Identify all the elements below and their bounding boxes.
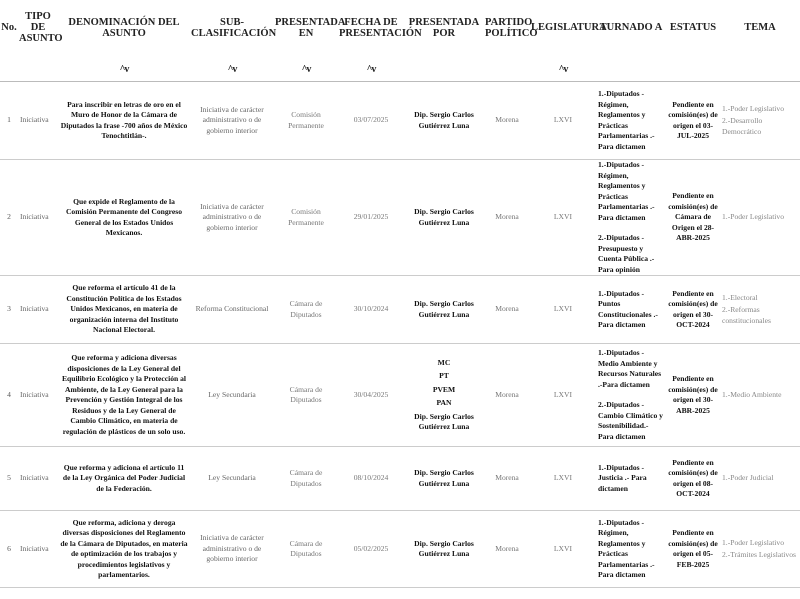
cell-tema	[720, 511, 800, 588]
cell-subclasificacion: Ley Secundaria	[190, 447, 274, 511]
cell-partido: Morena	[484, 82, 530, 160]
cell-turnado-entry: 1.-Diputados - Medio Ambiente y Recursos Naturales .-Para dictamen	[598, 348, 662, 389]
cell-turnado	[596, 276, 666, 344]
cell-fecha: 05/02/2025	[338, 511, 404, 588]
cell-tema-entry: 1.-Poder Legislativo	[722, 537, 785, 547]
cell-tipo: Iniciativa	[18, 511, 58, 588]
cell-turnado	[596, 511, 666, 588]
cell-tema-entry: 1.-Poder Judicial	[722, 473, 774, 483]
col-header-subclasificacion: SUB-CLASIFICACIÓN	[191, 16, 277, 39]
col-header-fecha: FECHA DE PRESENTACIÓN	[339, 16, 422, 39]
cell-tipo: Iniciativa	[18, 447, 58, 511]
cell-partido: Morena	[484, 511, 530, 588]
cell-turnado	[596, 344, 666, 447]
cell-subclasificacion: Iniciativa de carácter administrativo o de gobierno interior	[190, 82, 274, 160]
table-row	[0, 447, 800, 511]
cell-presentada-en: Cámara de Diputados	[274, 344, 338, 447]
cell-legislatura: LXVI	[530, 344, 596, 447]
cell-presentada-por	[404, 82, 484, 160]
cell-presentada-por-entry: PAN	[436, 398, 452, 407]
cell-fecha: 08/10/2024	[338, 447, 404, 511]
cell-turnado-entry: 1.-Diputados - Justicia .- Para dictamen	[598, 462, 647, 493]
sort-presentada-en-icon[interactable]: ^v	[301, 64, 311, 75]
cell-no: 5	[0, 447, 18, 511]
cell-subclasificacion: Reforma Constitucional	[190, 276, 274, 344]
cell-partido: Morena	[484, 447, 530, 511]
cell-denominacion: Que reforma y adiciona el artículo 11 de la Ley Orgánica del Poder Judicial de la Federación.	[58, 447, 190, 511]
cell-subclasificacion: Ley Secundaria	[190, 344, 274, 447]
cell-presentada-por	[404, 344, 484, 447]
col-header-legislatura: LEGISLATURA	[531, 22, 607, 33]
cell-turnado-entry: 1.-Diputados - Régimen, Reglamentos y Prácticas Parlamentarias .- Para dictamen	[598, 89, 655, 151]
cell-tipo: Iniciativa	[18, 344, 58, 447]
cell-denominacion: Que reforma, adiciona y deroga diversas disposiciones del Reglamento de la Cámara de Diputados, en materia de optimización de los trabajos y procedimientos legislativos y parlamentarios.	[58, 511, 190, 588]
col-header-estatus: ESTATUS	[669, 22, 717, 33]
col-header-partido: PARTIDO POLÍTICO	[485, 16, 538, 39]
col-header-tema: TEMA	[744, 22, 776, 33]
cell-tema-entry: 2.-Desarrollo Democrático	[722, 116, 763, 136]
sort-controls-row	[0, 55, 800, 82]
cell-tema	[720, 160, 800, 276]
cell-presentada-por-entry: Dip. Sergio Carlos Gutiérrez Luna	[414, 299, 474, 319]
cell-presentada-por	[404, 447, 484, 511]
cell-denominacion: Que reforma y adiciona diversas disposiciones de la Ley General del Equilibrio Ecológico y la Protección al Ambiente, de la Ley General para la Prevención y Gestión Integral de los Residuos y de la Ley General de Cambio Climático, en materia de regulación de plásticos de un solo uso.	[58, 344, 190, 447]
col-header-presentada-por: PRESENTADA POR	[408, 16, 480, 39]
cell-tema-entry: 1.-Electoral	[722, 292, 758, 302]
table-row	[0, 276, 800, 344]
cell-estatus: Pendiente en comisión(es) de origen el 05-FEB-2025	[666, 511, 720, 588]
cell-turnado-entry: 1.-Diputados - Puntos Constitucionales .- Para dictamen	[598, 288, 658, 329]
table-row	[0, 344, 800, 447]
cell-fecha: 03/07/2025	[338, 82, 404, 160]
cell-turnado	[596, 82, 666, 160]
cell-presentada-en: Cámara de Diputados	[274, 511, 338, 588]
cell-fecha: 30/10/2024	[338, 276, 404, 344]
cell-tema-entry: 1.-Poder Legislativo	[722, 212, 785, 222]
cell-tema	[720, 82, 800, 160]
cell-turnado	[596, 160, 666, 276]
cell-subclasificacion: Iniciativa de carácter administrativo o de gobierno interior	[190, 160, 274, 276]
cell-presentada-en: Comisión Permanente	[274, 160, 338, 276]
cell-turnado-entry: 2.-Diputados - Cambio Climático y Sostenibilidad.- Para dictamen	[598, 400, 663, 441]
cell-no: 1	[0, 82, 18, 160]
table-row	[0, 82, 800, 160]
sort-subclasificacion-icon[interactable]: ^v	[227, 64, 237, 75]
col-header-tipo: TIPO DE ASUNTO	[19, 11, 63, 44]
cell-presentada-por-entry: Dip. Sergio Carlos Gutiérrez Luna	[414, 468, 474, 488]
cell-fecha: 29/01/2025	[338, 160, 404, 276]
cell-presentada-en: Cámara de Diputados	[274, 276, 338, 344]
cell-subclasificacion: Iniciativa de carácter administrativo o de gobierno interior	[190, 511, 274, 588]
cell-fecha: 30/04/2025	[338, 344, 404, 447]
cell-presentada-por-entry: PT	[439, 371, 449, 380]
cell-denominacion: Para inscribir en letras de oro en el Muro de Honor de la Cámara de Diputados la frase -700 años de México Tenochtitlán-.	[58, 82, 190, 160]
header-row	[0, 0, 800, 55]
cell-presentada-por-entry: Dip. Sergio Carlos Gutiérrez Luna	[414, 538, 474, 558]
cell-tipo: Iniciativa	[18, 276, 58, 344]
cell-presentada-en: Comisión Permanente	[274, 82, 338, 160]
cell-estatus: Pendiente en comisión(es) de origen el 30-OCT-2024	[666, 276, 720, 344]
cell-partido: Morena	[484, 344, 530, 447]
cell-partido: Morena	[484, 160, 530, 276]
cell-presentada-por-entry: Dip. Sergio Carlos Gutiérrez Luna	[414, 411, 474, 431]
col-header-turnado: TURNADO A	[599, 22, 663, 33]
cell-legislatura: LXVI	[530, 160, 596, 276]
col-header-no: No.	[1, 22, 17, 33]
cell-tema	[720, 447, 800, 511]
cell-tipo: Iniciativa	[18, 82, 58, 160]
cell-presentada-en: Cámara de Diputados	[274, 447, 338, 511]
cell-estatus: Pendiente en comisión(es) de Cámara de Origen el 28-ABR-2025	[666, 160, 720, 276]
col-header-denominacion: DENOMINACIÓN DEL ASUNTO	[68, 16, 180, 39]
cell-tema	[720, 276, 800, 344]
cell-no: 4	[0, 344, 18, 447]
cell-presentada-por	[404, 160, 484, 276]
sort-denominacion-icon[interactable]: ^v	[119, 64, 129, 75]
cell-presentada-por-entry: MC	[437, 357, 451, 367]
cell-turnado-entry: 1.-Diputados - Régimen, Reglamentos y Prácticas Parlamentarias .- Para dictamen	[598, 517, 655, 579]
cell-estatus: Pendiente en comisión(es) de origen el 08-OCT-2024	[666, 447, 720, 511]
cell-legislatura: LXVI	[530, 82, 596, 160]
cell-turnado	[596, 447, 666, 511]
sort-legislatura-icon[interactable]: ^v	[558, 64, 568, 75]
cell-no: 2	[0, 160, 18, 276]
cell-partido: Morena	[484, 276, 530, 344]
sort-fecha-icon[interactable]: ^v	[366, 64, 376, 75]
cell-presentada-por-entry: Dip. Sergio Carlos Gutiérrez Luna	[414, 110, 474, 130]
cell-denominacion: Que reforma el artículo 41 de la Constitución Política de los Estados Unidos Mexicanos, en materia de organización interna del Instituto Nacional Electoral.	[58, 276, 190, 344]
cell-tema-entry: 2.-Reformas constitucionales	[722, 305, 771, 325]
cell-tipo: Iniciativa	[18, 160, 58, 276]
cell-presentada-por-entry: Dip. Sergio Carlos Gutiérrez Luna	[414, 207, 474, 227]
cell-estatus: Pendiente en comisión(es) de origen el 30-ABR-2025	[666, 344, 720, 447]
cell-estatus: Pendiente en comisión(es) de origen el 03-JUL-2025	[666, 82, 720, 160]
cell-tema-entry: 1.-Poder Legislativo	[722, 103, 785, 113]
cell-tema	[720, 344, 800, 447]
cell-legislatura: LXVI	[530, 276, 596, 344]
cell-denominacion: Que expide el Reglamento de la Comisión Permanente del Congreso General de los Estados Unidos Mexicanos.	[58, 160, 190, 276]
cell-tema-entry: 2.-Trámites Legislativos	[722, 550, 796, 559]
cell-turnado-entry: 2.-Diputados - Presupuesto y Cuenta Pública .- Para opinión	[598, 233, 655, 274]
cell-tema-entry: 1.-Medio Ambiente	[722, 389, 782, 399]
cell-no: 6	[0, 511, 18, 588]
cell-no: 3	[0, 276, 18, 344]
cell-presentada-por-entry: PVEM	[432, 384, 456, 394]
cell-presentada-por	[404, 276, 484, 344]
table-row	[0, 511, 800, 588]
table-row	[0, 160, 800, 276]
col-header-presentada-en: PRESENTADA EN	[275, 16, 346, 39]
cell-presentada-por	[404, 511, 484, 588]
cell-legislatura: LXVI	[530, 511, 596, 588]
cell-turnado-entry: 1.-Diputados - Régimen, Reglamentos y Prácticas Parlamentarias .- Para dictamen	[598, 160, 655, 222]
cell-legislatura: LXVI	[530, 447, 596, 511]
